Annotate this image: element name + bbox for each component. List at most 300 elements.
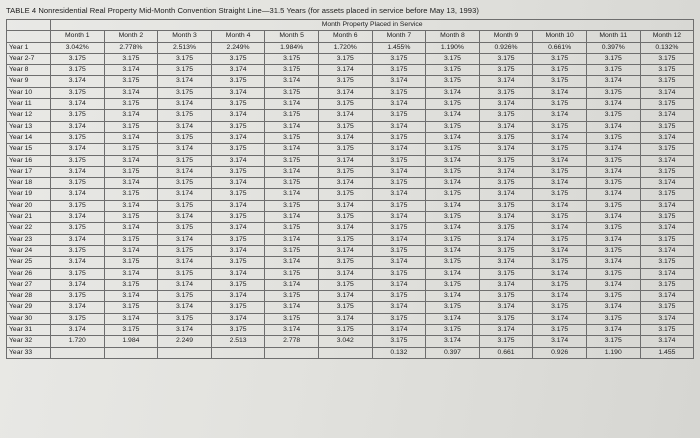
rate-cell: 3.174 (51, 76, 105, 87)
rate-cell: 3.175 (586, 132, 640, 143)
rate-cell: 3.174 (372, 144, 426, 155)
rate-cell: 3.174 (640, 268, 694, 279)
rate-cell: 3.175 (533, 144, 587, 155)
table-body (7, 42, 694, 358)
rate-cell: 3.175 (640, 257, 694, 268)
rate-cell: 3.175 (426, 212, 480, 223)
rate-cell: 3.175 (640, 212, 694, 223)
year-label: Year 22 (7, 223, 51, 234)
rate-cell: 3.174 (533, 110, 587, 121)
rate-cell: 3.175 (372, 313, 426, 324)
rate-cell: 3.175 (640, 144, 694, 155)
rate-cell: 3.175 (158, 291, 212, 302)
rate-cell: 3.175 (533, 53, 587, 64)
rate-cell: 3.175 (586, 178, 640, 189)
year-label: Year 20 (7, 200, 51, 211)
rate-cell: 3.175 (265, 65, 319, 76)
rate-cell: 3.175 (104, 166, 158, 177)
rate-cell: 3.174 (479, 166, 533, 177)
column-header: Month 2 (104, 31, 158, 42)
rate-cell: 3.174 (426, 178, 480, 189)
rate-cell: 3.175 (426, 325, 480, 336)
rate-cell: 3.175 (533, 257, 587, 268)
rate-cell: 3.175 (318, 76, 372, 87)
rate-cell: 3.174 (640, 110, 694, 121)
rate-cell: 3.175 (318, 53, 372, 64)
rate-cell: 3.175 (586, 313, 640, 324)
rate-cell: 3.175 (104, 212, 158, 223)
rate-cell: 1.455 (640, 347, 694, 358)
rate-cell: 3.174 (479, 257, 533, 268)
rate-cell: 3.174 (372, 212, 426, 223)
rate-cell: 3.175 (533, 189, 587, 200)
rate-cell: 3.174 (372, 325, 426, 336)
rate-cell: 3.174 (640, 87, 694, 98)
rate-cell: 3.174 (158, 166, 212, 177)
rate-cell: 3.174 (426, 132, 480, 143)
rate-cell: 3.175 (479, 268, 533, 279)
table-row (7, 155, 694, 166)
table-row (7, 53, 694, 64)
rate-cell: 3.175 (586, 53, 640, 64)
year-label: Year 25 (7, 257, 51, 268)
column-header: Month 4 (211, 31, 265, 42)
rate-cell: 3.175 (372, 291, 426, 302)
table-row (7, 223, 694, 234)
rate-cell: 3.175 (158, 313, 212, 324)
table-row (7, 302, 694, 313)
rate-cell: 3.175 (479, 245, 533, 256)
rate-cell: 0.926 (533, 347, 587, 358)
rate-cell: 3.175 (533, 279, 587, 290)
rate-cell: 3.175 (426, 302, 480, 313)
rate-cell: 3.174 (640, 132, 694, 143)
rate-cell: 3.175 (586, 65, 640, 76)
rate-cell: 3.175 (104, 234, 158, 245)
rate-cell (318, 347, 372, 358)
rate-cell: 3.174 (104, 268, 158, 279)
rate-cell: 3.174 (640, 178, 694, 189)
rate-cell: 3.174 (158, 99, 212, 110)
table-row (7, 325, 694, 336)
year-label: Year 27 (7, 279, 51, 290)
table-row (7, 99, 694, 110)
rate-cell: 3.175 (51, 65, 105, 76)
rate-cell: 1.455% (372, 42, 426, 53)
table-row (7, 313, 694, 324)
rate-cell: 3.174 (586, 212, 640, 223)
table-row (7, 336, 694, 347)
year-label: Year 1 (7, 42, 51, 53)
rate-cell: 3.175 (479, 178, 533, 189)
rate-cell: 3.175 (158, 110, 212, 121)
table-row (7, 166, 694, 177)
rate-cell: 3.174 (586, 279, 640, 290)
rate-cell: 3.174 (158, 279, 212, 290)
table-row (7, 65, 694, 76)
rate-cell: 3.174 (318, 110, 372, 121)
rate-cell: 3.174 (479, 144, 533, 155)
rate-cell: 3.174 (265, 144, 319, 155)
rate-cell: 3.174 (586, 99, 640, 110)
rate-cell: 3.174 (318, 65, 372, 76)
rate-cell: 3.175 (211, 121, 265, 132)
rate-cell: 3.175 (426, 166, 480, 177)
rate-cell: 3.175 (586, 110, 640, 121)
column-header: Month 11 (586, 31, 640, 42)
rate-cell: 3.175 (318, 234, 372, 245)
rate-cell: 3.175 (51, 132, 105, 143)
rate-cell: 3.174 (533, 336, 587, 347)
column-header: Month 7 (372, 31, 426, 42)
rate-cell: 3.175 (51, 87, 105, 98)
rate-cell (104, 347, 158, 358)
rate-cell: 3.174 (533, 268, 587, 279)
rate-cell: 3.174 (479, 189, 533, 200)
rate-cell: 3.174 (533, 132, 587, 143)
rate-cell: 3.174 (211, 245, 265, 256)
rate-cell: 3.175 (586, 245, 640, 256)
rate-cell: 3.174 (265, 279, 319, 290)
rate-cell: 3.174 (104, 178, 158, 189)
rate-cell: 3.175 (372, 53, 426, 64)
rate-cell: 3.175 (211, 257, 265, 268)
rate-cell: 3.175 (265, 132, 319, 143)
rate-cell: 0.132% (640, 42, 694, 53)
rate-cell: 3.175 (586, 268, 640, 279)
rate-cell: 3.175 (51, 313, 105, 324)
rate-cell (211, 347, 265, 358)
table-row (7, 291, 694, 302)
rate-cell: 3.175 (211, 76, 265, 87)
rate-cell: 3.174 (158, 189, 212, 200)
rate-cell: 3.175 (265, 110, 319, 121)
rate-cell: 3.175 (372, 245, 426, 256)
rate-cell: 3.175 (479, 65, 533, 76)
rate-cell: 3.174 (533, 178, 587, 189)
rate-cell: 3.175 (640, 325, 694, 336)
rate-cell: 3.175 (158, 53, 212, 64)
rate-cell: 2.249 (158, 336, 212, 347)
year-label: Year 15 (7, 144, 51, 155)
rate-cell: 3.174 (104, 313, 158, 324)
year-label: Year 11 (7, 99, 51, 110)
rate-cell: 3.174 (426, 200, 480, 211)
rate-cell: 3.174 (104, 200, 158, 211)
rate-cell: 3.175 (640, 279, 694, 290)
rate-cell: 3.175 (158, 132, 212, 143)
rate-cell: 3.175 (104, 302, 158, 313)
rate-cell: 3.175 (265, 245, 319, 256)
rate-cell: 3.174 (318, 245, 372, 256)
year-label: Year 12 (7, 110, 51, 121)
rate-cell: 3.174 (211, 87, 265, 98)
rate-cell: 3.174 (51, 234, 105, 245)
rate-cell: 3.175 (533, 302, 587, 313)
rate-cell: 3.174 (265, 76, 319, 87)
rate-cell: 3.175 (640, 65, 694, 76)
year-label: Year 14 (7, 132, 51, 143)
rate-cell: 3.174 (211, 155, 265, 166)
rate-cell: 3.175 (158, 155, 212, 166)
column-header: Month 1 (51, 31, 105, 42)
rate-cell: 3.174 (318, 155, 372, 166)
rate-cell: 3.175 (586, 155, 640, 166)
rate-cell: 3.174 (640, 223, 694, 234)
rate-cell: 1.720 (51, 336, 105, 347)
rate-cell: 3.174 (51, 189, 105, 200)
rate-cell: 3.175 (318, 302, 372, 313)
rate-cell: 3.175 (586, 200, 640, 211)
rate-cell: 3.175 (104, 189, 158, 200)
rate-cell: 3.174 (211, 223, 265, 234)
rate-cell: 3.175 (372, 87, 426, 98)
table-row (7, 178, 694, 189)
column-header: Month 10 (533, 31, 587, 42)
table-row (7, 347, 694, 358)
corner-cell (7, 31, 51, 42)
rate-cell: 3.175 (372, 268, 426, 279)
rate-cell: 3.174 (318, 223, 372, 234)
rate-cell: 3.174 (158, 212, 212, 223)
rate-cell: 3.175 (479, 336, 533, 347)
year-label: Year 28 (7, 291, 51, 302)
rate-cell: 3.175 (318, 279, 372, 290)
year-label: Year 24 (7, 245, 51, 256)
rate-cell: 3.175 (426, 234, 480, 245)
rate-cell: 3.174 (640, 245, 694, 256)
rate-cell: 3.175 (640, 189, 694, 200)
rate-cell: 3.174 (372, 279, 426, 290)
rate-cell: 3.174 (586, 325, 640, 336)
rate-cell: 3.174 (104, 87, 158, 98)
rate-cell: 3.175 (51, 178, 105, 189)
year-label: Year 30 (7, 313, 51, 324)
rate-cell: 3.174 (104, 245, 158, 256)
rate-cell: 3.175 (586, 291, 640, 302)
rate-cell: 3.175 (533, 325, 587, 336)
rate-cell: 3.174 (586, 257, 640, 268)
rate-cell: 3.174 (479, 121, 533, 132)
rate-cell: 0.132 (372, 347, 426, 358)
rate-cell: 3.174 (533, 291, 587, 302)
rate-cell: 3.175 (586, 336, 640, 347)
rate-cell: 3.175 (533, 99, 587, 110)
table-row (7, 42, 694, 53)
rate-cell: 3.174 (479, 76, 533, 87)
rate-cell: 3.175 (104, 144, 158, 155)
rate-cell: 3.174 (158, 257, 212, 268)
rate-cell: 3.174 (426, 268, 480, 279)
rate-cell: 3.175 (318, 121, 372, 132)
rate-cell: 3.174 (426, 110, 480, 121)
table-row (7, 234, 694, 245)
rate-cell: 3.175 (211, 189, 265, 200)
table-row (7, 279, 694, 290)
rate-cell: 3.174 (479, 279, 533, 290)
rate-cell: 3.174 (318, 268, 372, 279)
rate-cell: 3.175 (211, 212, 265, 223)
year-label: Year 33 (7, 347, 51, 358)
year-label: Year 8 (7, 65, 51, 76)
rate-cell: 3.174 (158, 325, 212, 336)
rate-cell: 3.175 (265, 53, 319, 64)
rate-cell: 1.984 (104, 336, 158, 347)
rate-cell: 3.174 (51, 212, 105, 223)
rate-cell: 3.174 (51, 257, 105, 268)
rate-cell: 1.720% (318, 42, 372, 53)
rate-cell: 3.174 (479, 234, 533, 245)
rate-cell: 2.513 (211, 336, 265, 347)
rate-cell: 3.174 (318, 87, 372, 98)
rate-cell: 0.926% (479, 42, 533, 53)
rate-cell: 3.175 (426, 76, 480, 87)
rate-cell: 3.174 (479, 212, 533, 223)
rate-cell: 3.174 (426, 313, 480, 324)
rate-cell: 3.175 (479, 110, 533, 121)
rate-cell: 3.174 (104, 291, 158, 302)
rate-cell (51, 347, 105, 358)
rate-cell: 3.174 (586, 166, 640, 177)
rate-cell: 3.174 (265, 121, 319, 132)
year-label: Year 18 (7, 178, 51, 189)
table-row (7, 110, 694, 121)
rate-cell: 3.175 (318, 189, 372, 200)
rate-cell: 3.175 (533, 212, 587, 223)
rate-cell: 3.174 (211, 178, 265, 189)
rate-cell: 3.175 (586, 87, 640, 98)
rate-cell: 3.174 (265, 212, 319, 223)
rate-cell: 3.174 (372, 189, 426, 200)
column-header: Month 9 (479, 31, 533, 42)
rate-cell: 3.174 (372, 257, 426, 268)
rate-cell: 3.174 (479, 99, 533, 110)
rate-cell: 3.175 (51, 53, 105, 64)
rate-cell: 3.174 (318, 132, 372, 143)
rate-cell: 3.175 (479, 291, 533, 302)
rate-cell: 3.175 (265, 178, 319, 189)
column-header: Month 3 (158, 31, 212, 42)
year-label: Year 2-7 (7, 53, 51, 64)
table-row (7, 212, 694, 223)
rate-cell: 3.174 (533, 200, 587, 211)
rate-cell: 3.175 (265, 268, 319, 279)
rate-cell: 3.175 (479, 155, 533, 166)
year-label: Year 10 (7, 87, 51, 98)
rate-cell: 2.778% (104, 42, 158, 53)
rate-cell: 3.175 (533, 166, 587, 177)
rate-cell: 3.175 (533, 234, 587, 245)
rate-cell: 3.174 (640, 336, 694, 347)
table-row (7, 144, 694, 155)
rate-cell: 3.174 (158, 234, 212, 245)
year-label: Year 31 (7, 325, 51, 336)
rate-cell: 3.174 (426, 155, 480, 166)
rate-cell: 3.174 (158, 121, 212, 132)
rate-cell (265, 347, 319, 358)
rate-cell: 3.175 (479, 132, 533, 143)
table-row (7, 200, 694, 211)
rate-cell: 3.175 (426, 144, 480, 155)
rate-cell: 3.175 (640, 99, 694, 110)
rate-cell: 3.174 (372, 166, 426, 177)
rate-cell: 3.175 (265, 87, 319, 98)
rate-cell: 3.174 (211, 291, 265, 302)
rate-cell: 3.175 (372, 132, 426, 143)
table-row (7, 76, 694, 87)
rate-cell: 3.175 (372, 178, 426, 189)
rate-cell: 3.175 (318, 166, 372, 177)
rate-cell: 3.174 (211, 268, 265, 279)
rate-cell: 3.174 (586, 76, 640, 87)
rate-cell: 3.175 (533, 121, 587, 132)
rate-cell: 3.175 (479, 200, 533, 211)
rate-cell: 3.175 (104, 325, 158, 336)
table-row (7, 121, 694, 132)
table-row (7, 268, 694, 279)
rate-cell: 3.175 (640, 121, 694, 132)
rate-cell: 3.175 (158, 268, 212, 279)
rate-cell: 3.174 (265, 234, 319, 245)
rate-cell: 3.174 (426, 223, 480, 234)
rate-cell: 3.175 (51, 110, 105, 121)
table-row (7, 257, 694, 268)
year-label: Year 17 (7, 166, 51, 177)
rate-cell: 3.174 (51, 302, 105, 313)
table-row (7, 132, 694, 143)
column-header: Month 12 (640, 31, 694, 42)
rate-cell: 3.174 (533, 245, 587, 256)
rate-cell: 3.174 (318, 200, 372, 211)
rate-cell: 3.175 (426, 279, 480, 290)
rate-cell: 3.174 (265, 257, 319, 268)
rate-cell: 3.175 (426, 189, 480, 200)
corner-cell (7, 20, 51, 31)
rate-cell: 3.174 (372, 234, 426, 245)
rate-cell: 3.175 (104, 279, 158, 290)
table-row (7, 189, 694, 200)
rate-cell: 3.174 (586, 234, 640, 245)
rate-cell: 3.175 (426, 121, 480, 132)
rate-cell: 3.174 (640, 200, 694, 211)
rate-cell: 3.175 (479, 223, 533, 234)
rate-cell: 3.175 (372, 223, 426, 234)
rate-cell: 3.174 (426, 87, 480, 98)
rate-cell: 3.175 (318, 212, 372, 223)
group-header: Month Property Placed in Service (51, 20, 694, 31)
rate-cell: 3.174 (158, 144, 212, 155)
year-label: Year 23 (7, 234, 51, 245)
rate-cell: 3.175 (51, 223, 105, 234)
rate-cell: 3.174 (211, 200, 265, 211)
column-header: Month 6 (318, 31, 372, 42)
rate-cell: 3.174 (533, 223, 587, 234)
rate-cell: 3.175 (211, 234, 265, 245)
rate-cell: 3.175 (158, 178, 212, 189)
year-label: Year 16 (7, 155, 51, 166)
rate-cell: 3.174 (211, 65, 265, 76)
rate-cell: 3.175 (479, 53, 533, 64)
rate-cell: 1.984% (265, 42, 319, 53)
year-label: Year 19 (7, 189, 51, 200)
rate-cell: 3.175 (104, 76, 158, 87)
rate-cell: 0.661% (533, 42, 587, 53)
rate-cell: 3.042 (318, 336, 372, 347)
rate-cell: 3.174 (104, 110, 158, 121)
year-label: Year 32 (7, 336, 51, 347)
rate-cell: 3.175 (104, 99, 158, 110)
rate-cell: 0.397 (426, 347, 480, 358)
